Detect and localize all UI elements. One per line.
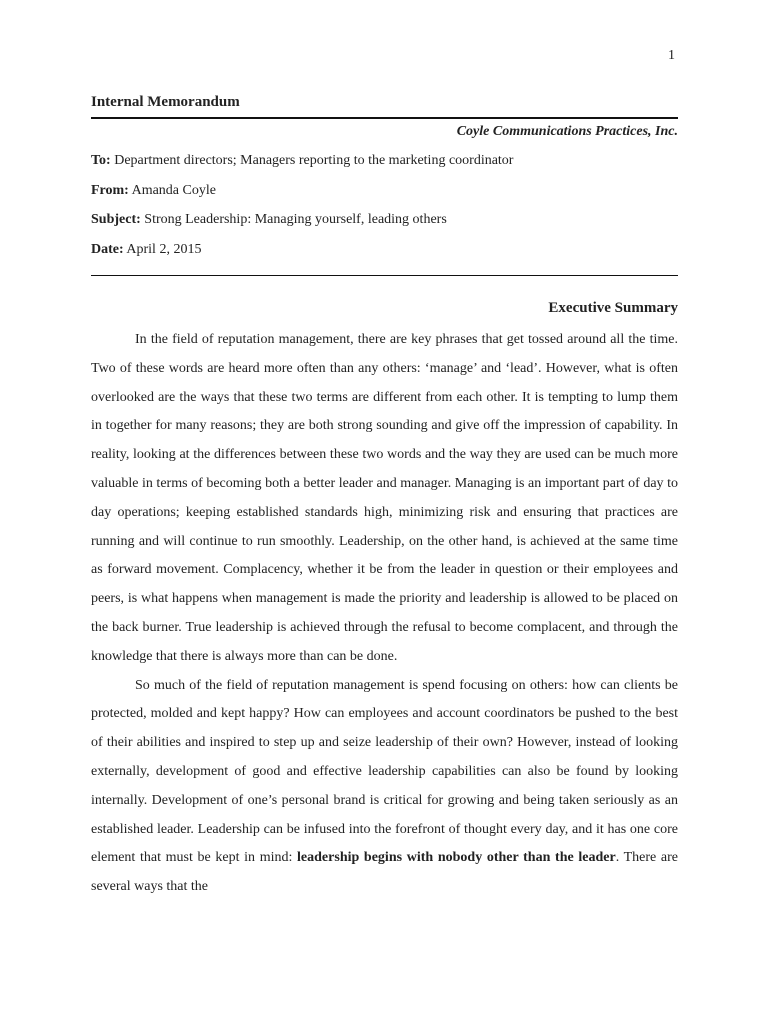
paragraph-2-end: . There are several ways that the	[91, 850, 678, 895]
memo-title: Internal Memorandum	[91, 94, 240, 110]
section-divider	[91, 275, 678, 276]
from-label: From:	[91, 183, 129, 198]
from-value: Amanda Coyle	[131, 183, 216, 198]
from-line	[91, 183, 216, 199]
date-line	[91, 242, 201, 258]
paragraph-2-start: So much of the field of reputation management is spend focusing on others: how can clients be protected, molded and kept happy? How can employees and account coordinators be pushed to the best of their abilities and inspired to step up and seize leadership of their own? However, instead of looking externally, development of good and effective leadership capabilities can also be found by looking internally. Development of one’s personal brand is critical for growing and being taken seriously as an established leader. Leadership can be infused into the forefront of thought every day, and it has one core element that must be kept in mind:	[91, 677, 678, 866]
paragraph-2	[91, 672, 678, 902]
company-name: Coyle Communications Practices, Inc.	[456, 124, 678, 139]
date-value: April 2, 2015	[126, 242, 202, 257]
subject-line	[91, 212, 447, 228]
paragraph-1: In the field of reputation management, there are key phrases that get tossed around all the time. Two of these words are heard more often than any others: ‘manage’ and ‘lead’. However, what is often overlooked are the ways that these two terms are different from each other. It is tempting to lump them in together for many reasons; they are both strong sounding and give off the impression of capability. In reality, looking at the differences between these two words and the way they are used can be much more valuable in terms of becoming both a better leader and manager. Managing is an important part of day to day operations; keeping established standards high, minimizing risk and ensuring that practices are running and will continue to run smoothly. Leadership, on the other hand, is achieved at the same time as forward movement. Complacency, whether it be from the leader in question or their employees and peers, is what happens when management is made the priority and leadership is allowed to be placed on the back burner. True leadership is achieved through the refusal to become complacent, and through the knowledge that there is always more than can be done.	[91, 332, 678, 664]
to-line	[91, 153, 513, 169]
executive-summary-body	[91, 326, 678, 902]
subject-label: Subject:	[91, 212, 141, 227]
subject-value: Strong Leadership: Managing yourself, leading others	[144, 212, 447, 227]
header-divider	[91, 117, 678, 119]
to-label: To:	[91, 153, 111, 168]
to-value: Department directors; Managers reporting to the marketing coordinator	[114, 153, 514, 168]
paragraph-2-emphasis: leadership begins with nobody other than the leader	[297, 850, 616, 866]
date-label: Date:	[91, 242, 124, 257]
page-number: 1	[668, 48, 675, 63]
executive-summary-heading: Executive Summary	[548, 300, 678, 316]
